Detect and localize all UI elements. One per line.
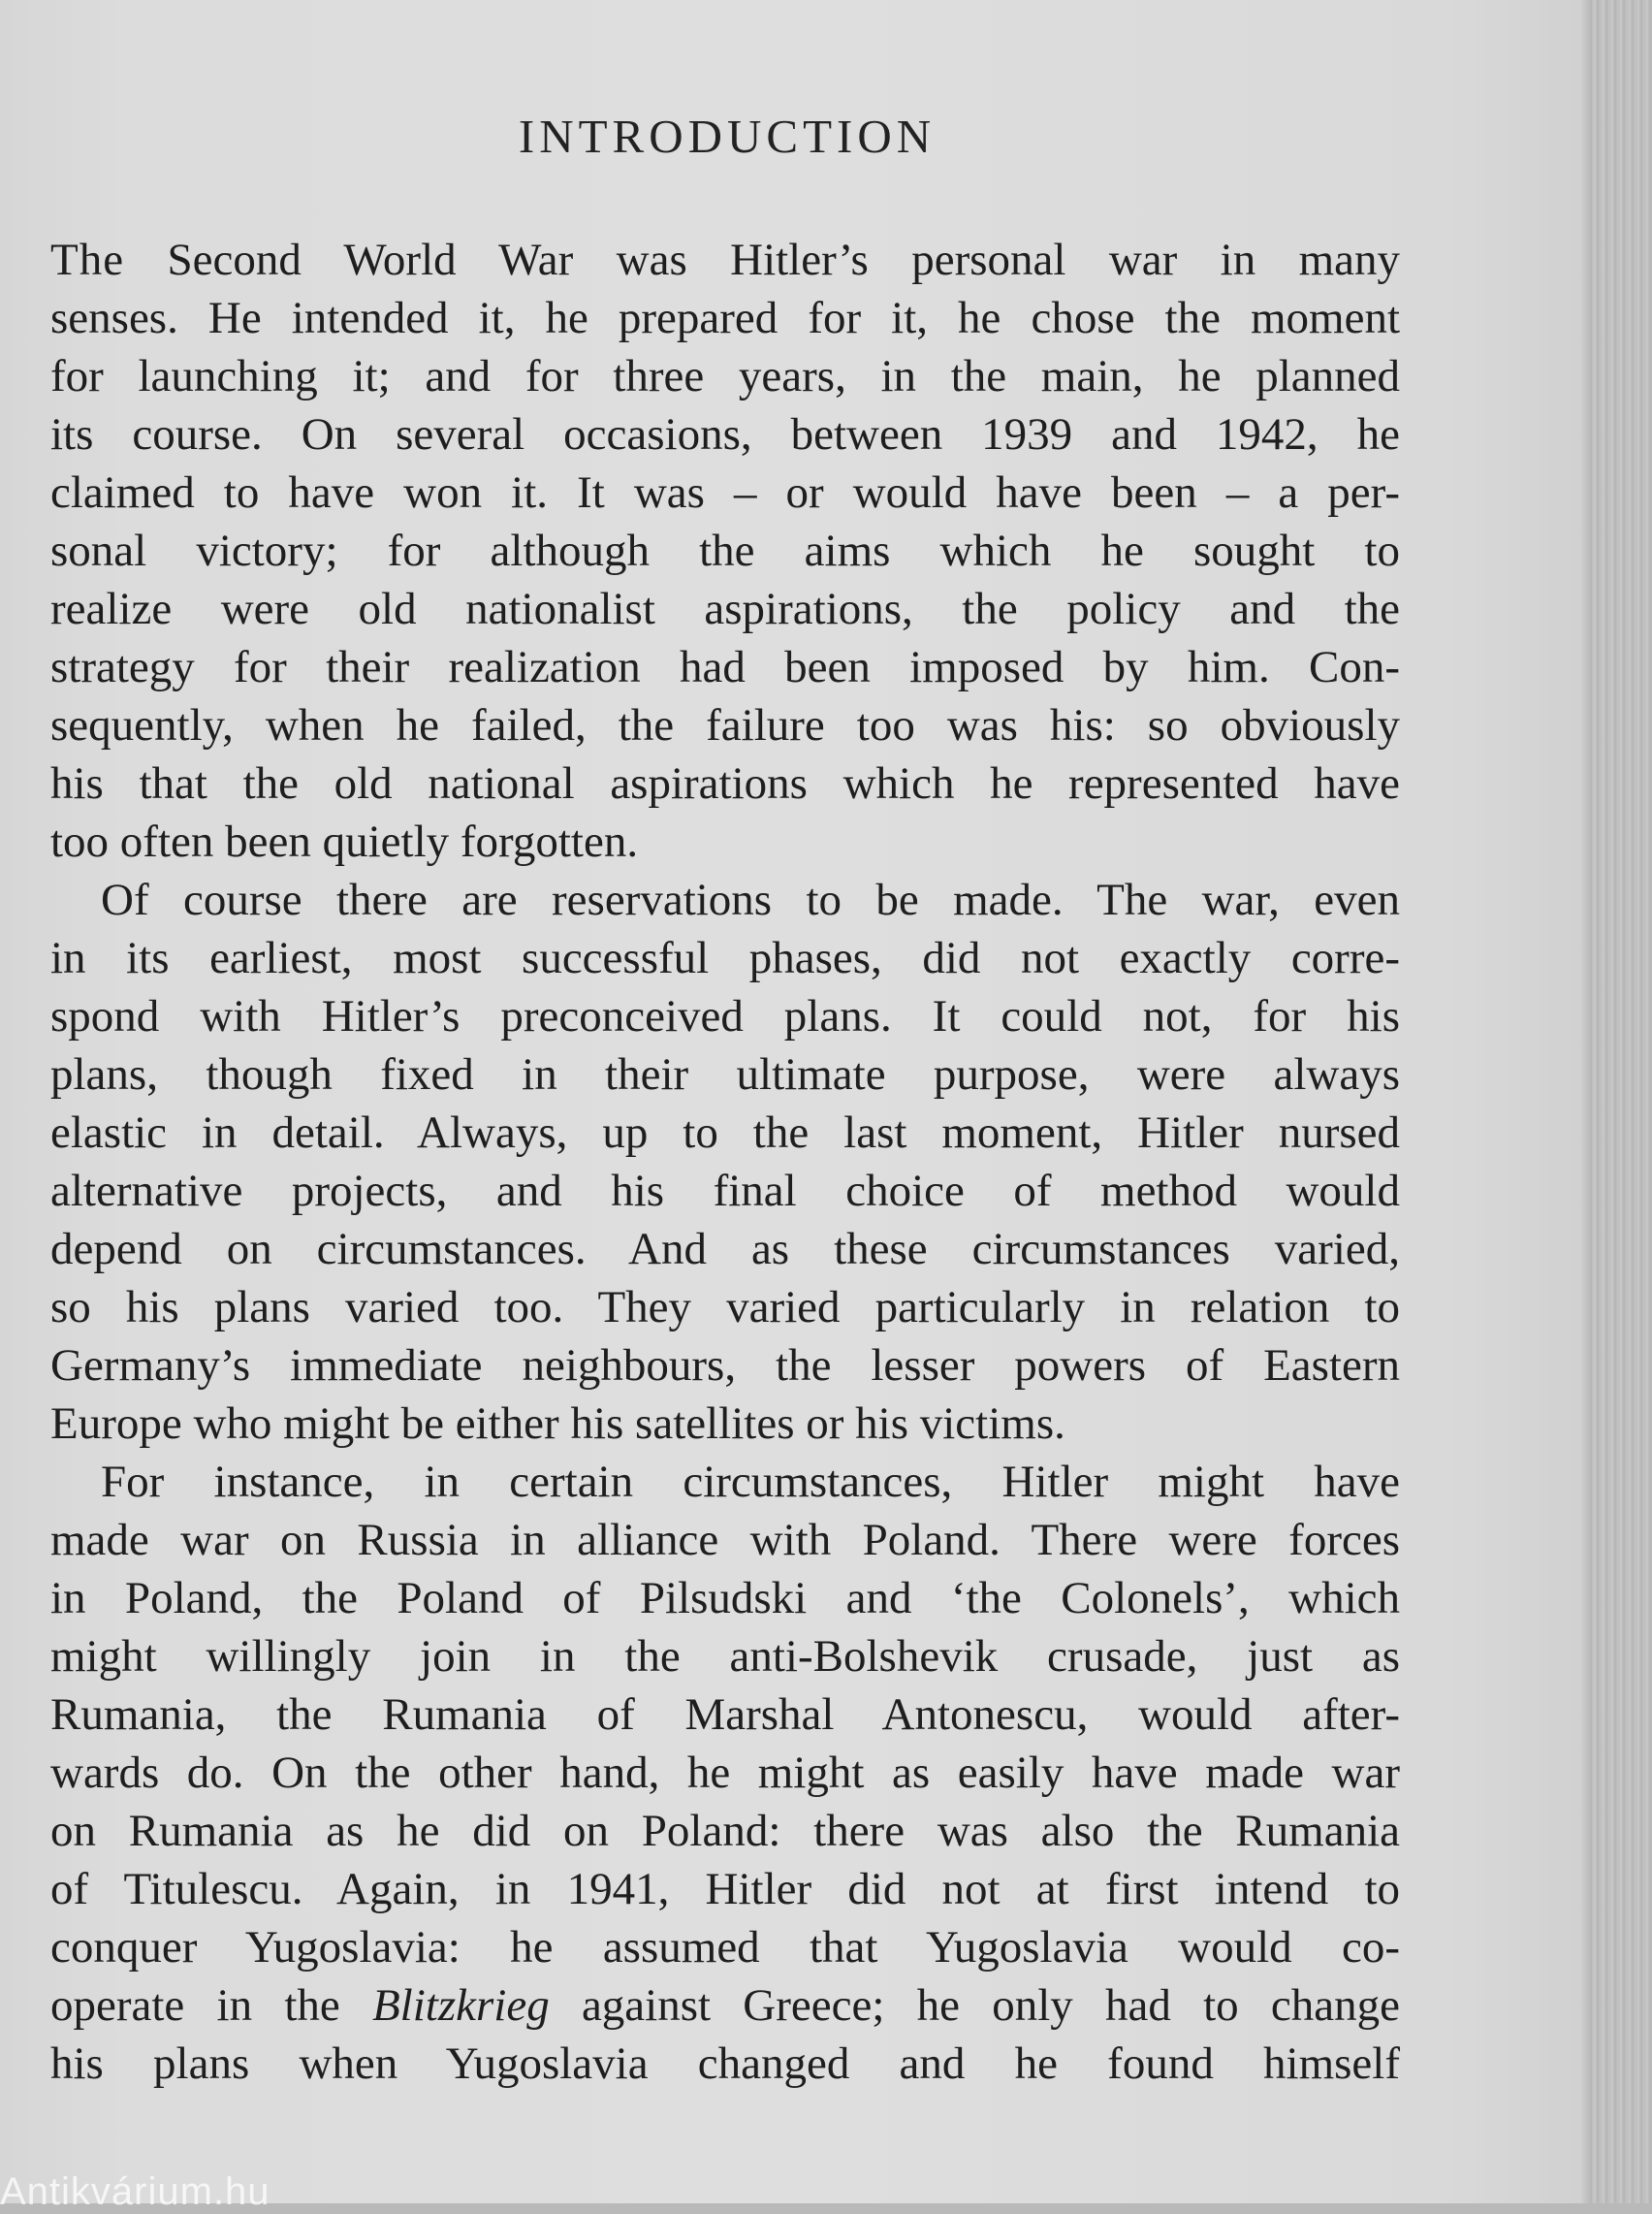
text-line: in Poland, the Poland of Pilsudski and ‘the Colonels’, which xyxy=(50,1573,1400,1623)
text-line: made war on Russia in alliance with Poland. There were forces xyxy=(50,1515,1400,1565)
text-line: alternative projects, and his final choice of method would xyxy=(50,1166,1400,1216)
text-line: Europe who might be either his satellites or his victims. xyxy=(50,1398,1065,1449)
text-line: claimed to have won it. It was – or would have been – a per- xyxy=(50,467,1400,518)
text-line: strategy for their realization had been imposed by him. Con- xyxy=(50,642,1400,692)
text-line: elastic in detail. Always, up to the last moment, Hitler nursed xyxy=(50,1107,1400,1158)
text-line: Of course there are reservations to be made. The war, even xyxy=(101,875,1400,925)
text-line: in its earliest, most successful phases, did not exactly corre- xyxy=(50,933,1400,983)
page-edges xyxy=(1592,0,1652,2203)
opening-small-caps: The xyxy=(50,235,125,285)
text-line: For instance, in certain circumstances, Hitler might have xyxy=(101,1457,1400,1507)
text-line: for launching it; and for three years, in the main, he planned xyxy=(50,351,1400,401)
text-line xyxy=(50,1976,1400,2035)
text-segment: against Greece; he only had to change xyxy=(549,1980,1400,2031)
italic-term: Blitzkrieg xyxy=(371,1980,550,2031)
text-segment: operate in the xyxy=(50,1980,372,2031)
text-line: on Rumania as he did on Poland: there was also the Rumania xyxy=(50,1806,1400,1856)
watermark-text: Antikvárium.hu xyxy=(0,2170,270,2213)
text-line: Germany’s immediate neighbours, the lesser powers of Eastern xyxy=(50,1340,1400,1391)
body-text xyxy=(50,231,1400,2093)
text-line: spond with Hitler’s preconceived plans. It could not, for his xyxy=(50,991,1400,1042)
text-line: so his plans varied too. They varied particularly in relation to xyxy=(50,1282,1400,1332)
text-line: depend on circumstances. And as these circumstances varied, xyxy=(50,1224,1400,1274)
text-line: might willingly join in the anti-Bolshevik crusade, just as xyxy=(50,1631,1400,1682)
text-line: wards do. On the other hand, he might as easily have made war xyxy=(50,1748,1400,1798)
text-line: conquer Yugoslavia: he assumed that Yugoslavia would co- xyxy=(50,1922,1400,1973)
text-line xyxy=(50,231,1400,289)
text-line-rest: Second World War was Hitler’s personal war in many xyxy=(124,235,1400,285)
text-line: of Titulescu. Again, in 1941, Hitler did not at first intend to xyxy=(50,1864,1400,1914)
text-line: realize were old nationalist aspirations, the policy and the xyxy=(50,584,1400,634)
text-line: its course. On several occasions, between 1939 and 1942, he xyxy=(50,409,1400,460)
text-line: his that the old national aspirations which he represented have xyxy=(50,758,1400,809)
text-line: senses. He intended it, he prepared for it, he chose the moment xyxy=(50,293,1400,343)
text-line: sequently, when he failed, the failure too was his: so obviously xyxy=(50,700,1400,751)
text-line: his plans when Yugoslavia changed and he found himself xyxy=(50,2038,1400,2089)
text-line: sonal victory; for although the aims which he sought to xyxy=(50,526,1400,576)
text-line: too often been quietly forgotten. xyxy=(50,817,639,867)
text-line: plans, though fixed in their ultimate purpose, were always xyxy=(50,1049,1400,1100)
text-line: Rumania, the Rumania of Marshal Antonescu, would after- xyxy=(50,1689,1400,1740)
chapter-heading: INTRODUCTION xyxy=(518,110,937,163)
